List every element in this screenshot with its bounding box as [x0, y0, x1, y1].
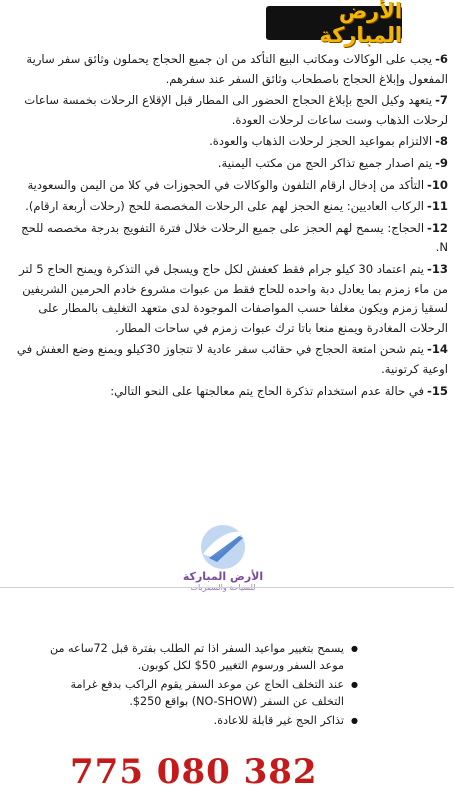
- term-text: الالتزام بمواعيد الحجز لرحلات الذهاب والعودة.: [209, 134, 433, 149]
- term-item: [8, 176, 448, 196]
- term-item: [8, 382, 448, 402]
- watermark-name: الأرض المباركة: [182, 570, 264, 583]
- company-watermark: [168, 518, 278, 602]
- term-number: 10-: [427, 177, 448, 192]
- brand-logo: [266, 0, 402, 47]
- term-number: 7-: [435, 93, 448, 108]
- term-text: يجب على الوكالات ومكاتب البيع التأكد من ان جميع الحجاج يحملون وثائق سفر سارية المفعول وإبلاغ الحجاج باصطحاب وثائق السفر عند سفرهم.: [26, 52, 448, 86]
- term-text: يتعهد وكيل الحج بإبلاغ الحجاج الحضور الى المطار قبل الإقلاع الرحلات بخمسة ساعات لرحلات الذهاب وست ساعات لرحلات العودة.: [24, 93, 448, 127]
- term-number: 15-: [427, 383, 448, 398]
- term-number: 11-: [427, 199, 448, 214]
- term-number: 14-: [427, 342, 448, 357]
- term-item: [8, 340, 448, 379]
- term-text: التأكد من إدخال ارقام التلفون والوكالات في الحجوزات في كلا من اليمن والسعودية: [27, 177, 425, 192]
- term-item: [8, 154, 448, 174]
- section-divider: [0, 587, 454, 588]
- note-item: ● تذاكر الحج غير قابلة للاعادة.: [40, 712, 358, 729]
- note-item: ● عند التخلف الحاج عن موعد السفر يقوم الراكب بدفع غرامة التخلف عن السفر (NO-SHOW) بواقع 250$.: [40, 676, 358, 710]
- term-text: الركاب العاديين: يمنع الحجز لهم على الرحلات المخصصة للحج (رحلات أربعة ارقام).: [25, 199, 425, 214]
- term-number: 6-: [435, 52, 448, 66]
- term-text: في حالة عدم استخدام تذكرة الحاج يتم معالجتها على النحو التالي:: [110, 383, 425, 398]
- term-text: يتم اصدار جميع تذاكر الحج من مكتب اليمنية.: [217, 155, 433, 170]
- term-item: [8, 260, 448, 338]
- term-number: 13-: [427, 261, 448, 276]
- brand-name: الأرض المباركة: [319, 0, 402, 47]
- term-item: [8, 197, 448, 217]
- term-number: 12-: [427, 220, 448, 235]
- terms-list: [8, 50, 448, 403]
- term-item: [8, 219, 448, 258]
- note-item: ● يسمح بتغيير مواعيد السفر اذا تم الطلب بفترة قبل 72ساعه من موعد السفر ورسوم التغيير 50$ لكل كوبون.: [40, 640, 358, 674]
- phone-number: 775 080 382: [70, 752, 318, 792]
- term-text: يتم اعتماد 30 كيلو جرام فقط كعفش لكل حاج ويسجل في التذكرة ويمنح الحاج 5 لتر من ماء زمزم بما يعادل دبة واحده للحاج فقط من عبوات مشروع خادم الحرمين الشريفين لسقيا زمزم ويكون مغلفا حسب المواصفات الموجودة لدى متعهد التغليف بالمطار على الرحلات المغادرة ويمنع منعا باتا ترك عبوات زمزم في ساحات المطار.: [19, 261, 448, 335]
- term-number: 8-: [435, 134, 448, 149]
- term-number: 9-: [435, 155, 448, 170]
- term-item: [8, 132, 448, 152]
- term-text: يتم شحن امتعة الحجاج في حقائب سفر عادية لا تتجاوز 30كيلو ويمنع وضع العفش في اوعية كرتونية.: [16, 342, 448, 376]
- term-item: [8, 91, 448, 130]
- term-text: الحجاج: يسمح لهم الحجز على جميع الرحلات خلال فترة التفويج بدرجة مخصصه للحج N.: [21, 220, 448, 255]
- term-item: [8, 50, 448, 89]
- plane-globe-icon: [193, 518, 253, 576]
- watermark-tagline: [168, 583, 278, 593]
- notes-list: [40, 640, 358, 731]
